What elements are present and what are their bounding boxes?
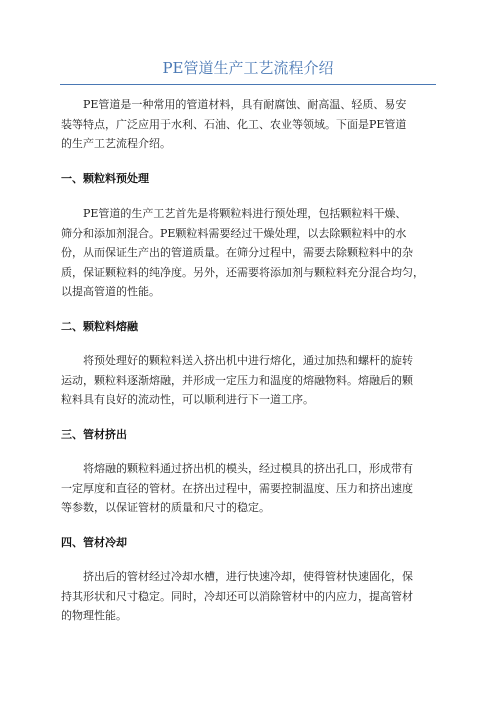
paragraph-line: 粒料具有良好的流动性，可以顺利进行下一道工序。 — [61, 393, 314, 407]
paragraph-line: 挤出后的管材经过冷却水槽，进行快速冷却，使得管材快速固化，保 — [83, 570, 413, 583]
section-paragraph — [61, 204, 441, 302]
paragraph-line: 的物理性能。 — [61, 609, 127, 623]
paragraph-line: 筛分和添加剂混合。PE颗粒料需要经过干燥处理，以去除颗粒料中的水 — [61, 226, 407, 240]
paragraph-line: PE管道是一种常用的管道材料，具有耐腐蚀、耐高温、轻质、易安 — [83, 98, 407, 111]
paragraph-line: 份，从而保证生产出的管道质量。在筛分过程中，需要去除颗粒料中的杂 — [61, 246, 413, 260]
document-title: PE管道生产工艺流程介绍 — [162, 59, 334, 77]
paragraph-line: 的生产工艺流程介绍。 — [61, 137, 171, 151]
section-heading: 二、颗粒料熔融 — [61, 320, 138, 333]
section-paragraph — [61, 567, 441, 626]
paragraph-line: 一定厚度和直径的管材。在挤出过程中，需要控制温度、压力和挤出速度 — [61, 481, 413, 495]
intro-paragraph — [61, 95, 441, 154]
section-heading: 四、管材冷却 — [61, 536, 127, 549]
section-paragraph — [61, 351, 441, 410]
section-heading: 三、管材挤出 — [61, 428, 127, 441]
section-heading: 一、颗粒料预处理 — [61, 172, 149, 185]
paragraph-line: 将熔融的颗粒料通过挤出机的模头，经过模具的挤出孔口，形成带有 — [83, 462, 413, 475]
paragraph-line: 装等特点，广泛应用于水利、石油、化工、农业等领域。下面是PE管道 — [61, 117, 407, 131]
section-paragraph — [61, 459, 441, 518]
paragraph-line: 将预处理好的颗粒料送入挤出机中进行熔化，通过加热和螺杆的旋转 — [83, 354, 413, 367]
paragraph-line: 持其形状和尺寸稳定。同时，冷却还可以消除管材中的内应力，提高管材 — [61, 589, 413, 603]
paragraph-line: 质，保证颗粒料的纯净度。另外，还需要将添加剂与颗粒料充分混合均匀， — [61, 265, 424, 279]
paragraph-line: PE管道的生产工艺首先是将颗粒料进行预处理，包括颗粒料干燥、 — [83, 207, 407, 220]
paragraph-line: 以提高管道的性能。 — [61, 285, 160, 299]
paragraph-line: 运动，颗粒料逐渐熔融，并形成一定压力和温度的熔融物料。熔融后的颗 — [61, 373, 413, 387]
title-underline — [60, 84, 436, 85]
paragraph-line: 等参数，以保证管材的质量和尺寸的稳定。 — [61, 501, 270, 515]
